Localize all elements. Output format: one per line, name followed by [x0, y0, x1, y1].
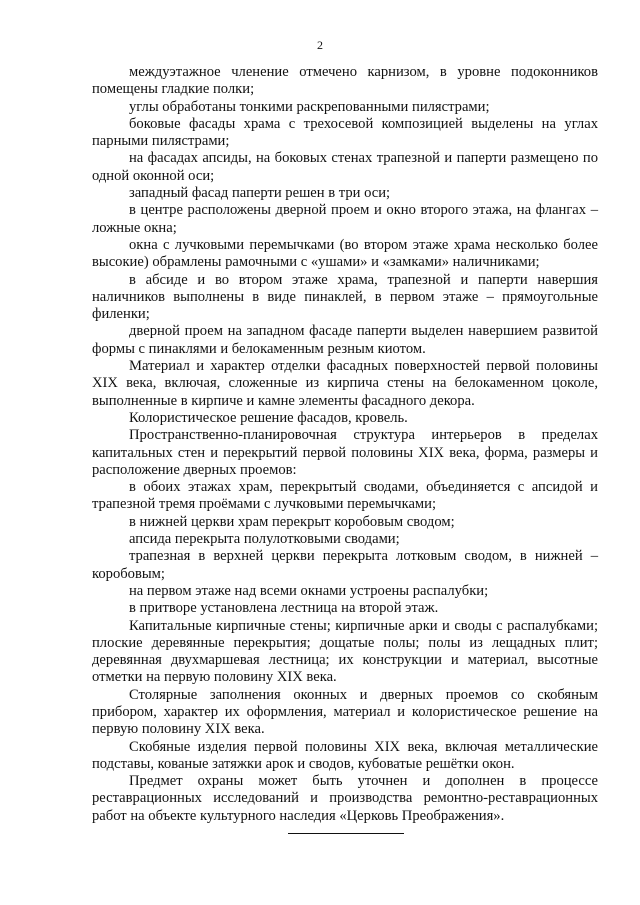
- paragraph: Предмет охраны может быть уточнен и дополнен в процессе реставрационных исследований и производства ремонтно-реставрационных работ на объекте культурного наследия «Церковь Преображения».: [92, 773, 598, 824]
- paragraph: боковые фасады храма с трехосевой композицией выделены на углах парными пилястрами;: [92, 115, 598, 150]
- paragraph: дверной проем на западном фасаде паперти выделен навершием развитой формы с пинаклями и белокаменным резным киотом.: [92, 323, 598, 357]
- paragraph: междуэтажное членение отмечено карнизом, в уровне подоконников помещены гладкие полки;: [92, 64, 598, 98]
- paragraph: трапезная в верхней церкви перекрыта лотковым сводом, в нижней – коробовым;: [92, 548, 598, 582]
- paragraph: Материал и характер отделки фасадных поверхностей первой половины XIX века, включая, сложенные из кирпича стены на белокаменном цоколе, выполненные в кирпиче и камне элементы фасадного декора.: [92, 358, 598, 409]
- document-body: [92, 64, 598, 825]
- paragraph: Капитальные кирпичные стены; кирпичные арки и своды с распалубками; плоские деревянные перекрытия; дощатые полы; полы из лещадных плит; деревянная двухмаршевая лестница; их конструкции и материал, высотные отметки на первую половину XIX века.: [92, 617, 598, 686]
- paragraph: в обоих этажах храм, перекрытый сводами, объединяется с апсидой и трапезной тремя проёмами с лучковыми перемычками;: [92, 479, 598, 513]
- paragraph: в центре расположены дверной проем и окно второго этажа, на флангах – ложные окна;: [92, 202, 598, 236]
- paragraph: в абсиде и во втором этаже храма, трапезной и паперти навершия наличников выполнены в виде пинаклей, в первом этаже – прямоугольные филенки;: [92, 271, 598, 323]
- paragraph: на фасадах апсиды, на боковых стенах трапезной и паперти размещено по одной оконной оси;: [92, 150, 598, 184]
- paragraph: Колористическое решение фасадов, кровель.: [129, 409, 408, 426]
- paragraph: апсида перекрыта полулотковыми сводами;: [129, 531, 400, 548]
- page-number: 2: [317, 38, 323, 52]
- paragraph: Столярные заполнения оконных и дверных проемов со скобяным прибором, характер их оформления, материал и колористическое решение на первую половину XIX века.: [92, 686, 598, 738]
- paragraph: Пространственно-планировочная структура интерьеров в пределах капитальных стен и перекрытий первой половины XIX века, форма, размеры и расположение дверных проемов:: [92, 427, 598, 478]
- paragraph: западный фасад паперти решен в три оси;: [129, 185, 391, 202]
- end-separator-line: [288, 833, 404, 834]
- paragraph: на первом этаже над всеми окнами устроены распалубки;: [129, 582, 489, 599]
- paragraph: углы обработаны тонкими раскрепованными пилястрами;: [129, 98, 490, 115]
- paragraph: в нижней церкви храм перекрыт коробовым сводом;: [129, 513, 455, 530]
- paragraph: в притворе установлена лестница на второй этаж.: [129, 600, 439, 617]
- paragraph: окна с лучковыми перемычками (во втором этаже храма несколько более высокие) обрамлены рамочными с «ушами» и «замками» наличниками;: [92, 236, 598, 271]
- paragraph: Скобяные изделия первой половины XIX века, включая металлические подставы, кованые затяжки арок и сводов, кубоватые решётки окон.: [92, 738, 598, 772]
